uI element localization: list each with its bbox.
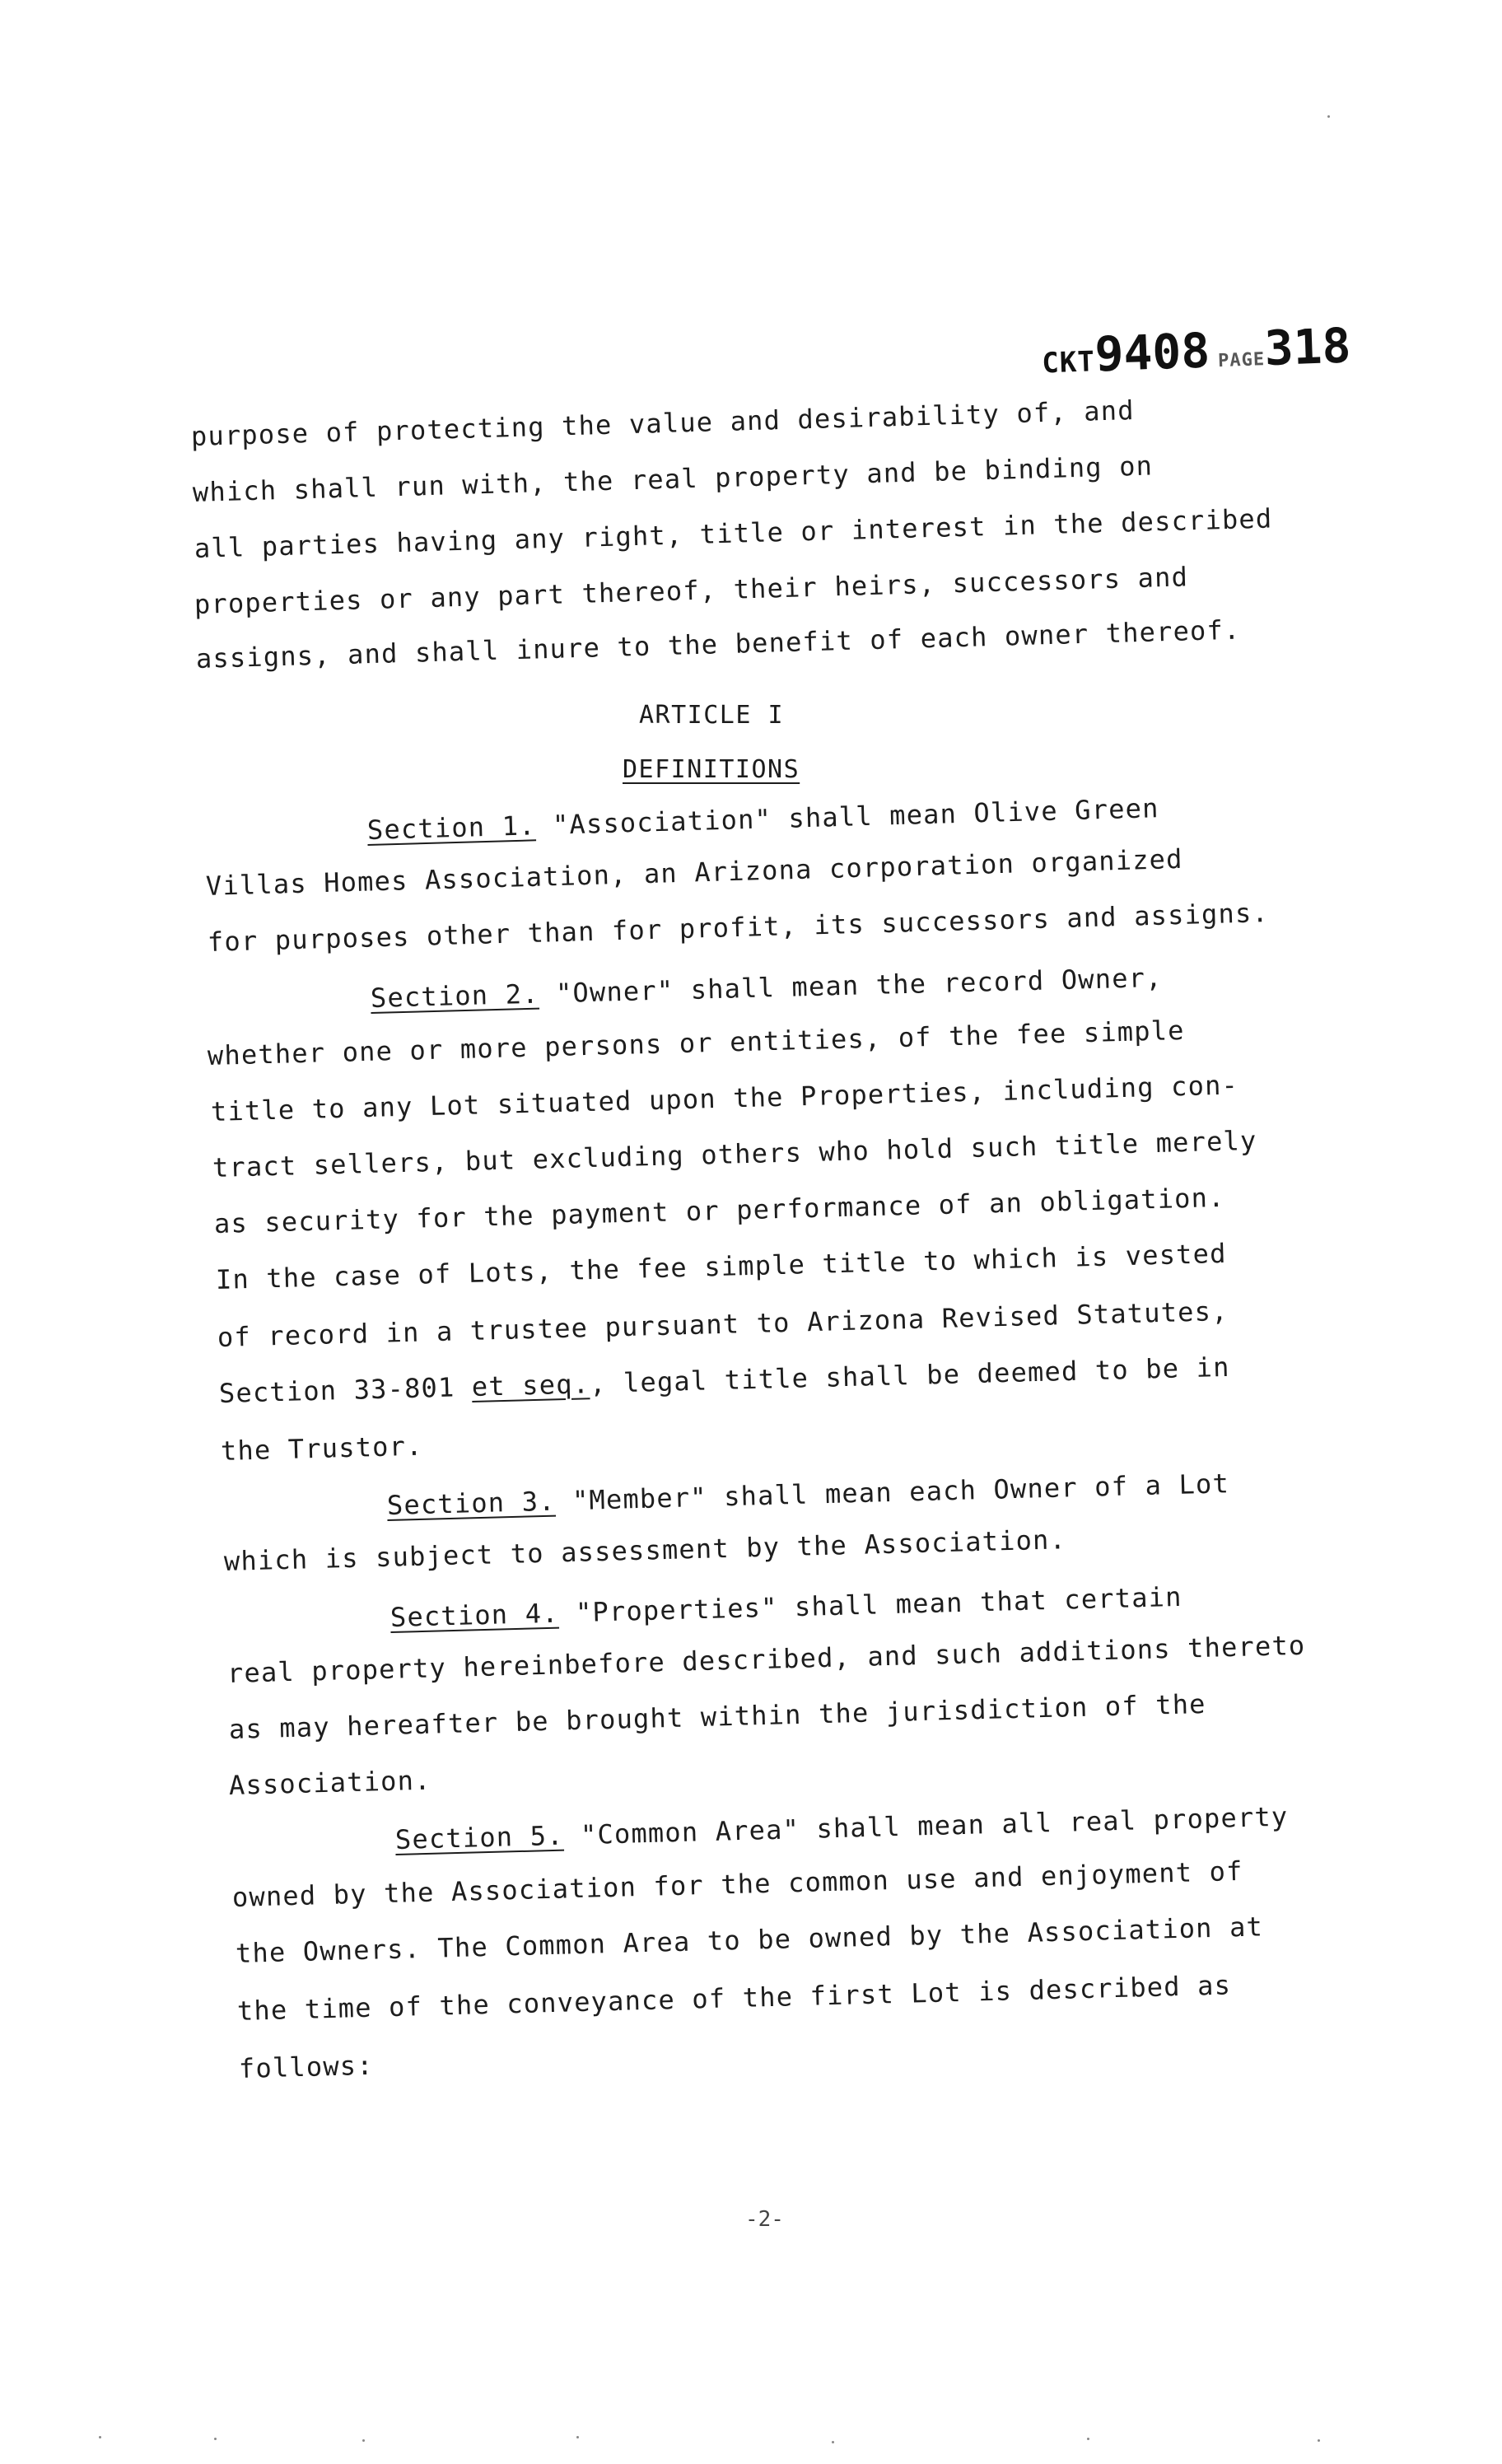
section-3-first-line [386,1467,1229,1522]
recording-stamp [1041,317,1352,384]
stamp-page-number: 318 [1263,317,1352,377]
statute-suffix: , legal title shall be deemed to be in [589,1351,1231,1400]
body-line: for purposes other than for profit, its successors and assigns. [207,897,1270,958]
section-label: Section 2. [370,978,540,1014]
body-line: follows: [238,2049,375,2084]
section-text: "Common Area" shall mean all real property [563,1800,1289,1851]
scan-speck [576,2436,579,2438]
body-line: which shall run with, the real property and be binding on [192,450,1154,508]
section-2-first-line [370,961,1163,1015]
stamp-prefix: CKT [1041,345,1096,380]
section-label: Section 3. [386,1485,557,1521]
page-number: -2- [745,2207,784,2232]
body-line: Villas Homes Association, an Arizona corporation organized [205,842,1184,902]
body-line: real property hereinbefore described, and such additions thereto [226,1629,1306,1689]
scan-speck [1318,2439,1320,2442]
scan-speck [1327,115,1330,118]
section-text: "Owner" shall mean the record Owner, [539,961,1164,1010]
section-label: Section 5. [394,1819,565,1855]
scan-speck [214,2438,217,2440]
section-label: Section 1. [366,810,537,846]
body-line: all parties having any right, title or interest in the described [194,502,1273,564]
body-line: of record in a trustee pursuant to Arizona Revised Statutes, [217,1295,1229,1353]
body-line: properties or any part thereof, their heirs, successors and [194,561,1189,620]
scan-speck [99,2436,101,2438]
body-line: as may hereafter be brought within the jurisdiction of the [228,1687,1207,1745]
body-line: whether one or more persons or entities, of the fee simple [207,1014,1186,1071]
body-line: owned by the Association for the common use and enjoyment of [231,1855,1244,1913]
scan-speck [362,2439,365,2442]
scan-speck [832,2441,834,2443]
statute-line [218,1351,1230,1410]
body-line: purpose of protecting the value and desirability of, and [190,394,1136,452]
article-heading: ARTICLE I [639,701,785,730]
stamp-docket-number: 9408 [1094,322,1211,383]
body-line: which is subject to assessment by the Association. [223,1524,1067,1577]
body-line: Association. [228,1764,432,1801]
body-line: title to any Lot situated upon the Properties, including con- [210,1069,1239,1127]
section-4-first-line [389,1580,1182,1634]
section-text: "Properties" shall mean that certain [558,1580,1183,1629]
section-1-first-line [366,791,1159,847]
body-line: tract sellers, but excluding others who hold such title merely [212,1124,1257,1183]
body-line: the Owners. The Common Area to be owned by the Association at [235,1911,1264,1969]
section-text: "Member" shall mean each Owner of a Lot [555,1468,1230,1517]
body-line: the time of the conveyance of the first Lot is described as [236,1969,1232,2027]
definitions-heading: DEFINITIONS [623,755,800,784]
body-line: In the case of Lots, the fee simple title to which is vested [215,1237,1228,1295]
body-line: the Trustor. [220,1430,424,1467]
section-5-first-line [394,1800,1288,1856]
et-seq: et seq. [471,1368,590,1402]
statute-prefix: Section 33-801 [218,1370,473,1409]
body-line: as security for the payment or performance of an obligation. [213,1181,1226,1239]
body-line: assigns, and shall inure to the benefit of each owner thereof. [195,614,1241,674]
stamp-page-prefix: PAGE [1217,349,1266,372]
section-text: "Association" shall mean Olive Green [535,792,1160,842]
scan-speck [1087,2438,1089,2440]
section-label: Section 4. [389,1597,560,1633]
